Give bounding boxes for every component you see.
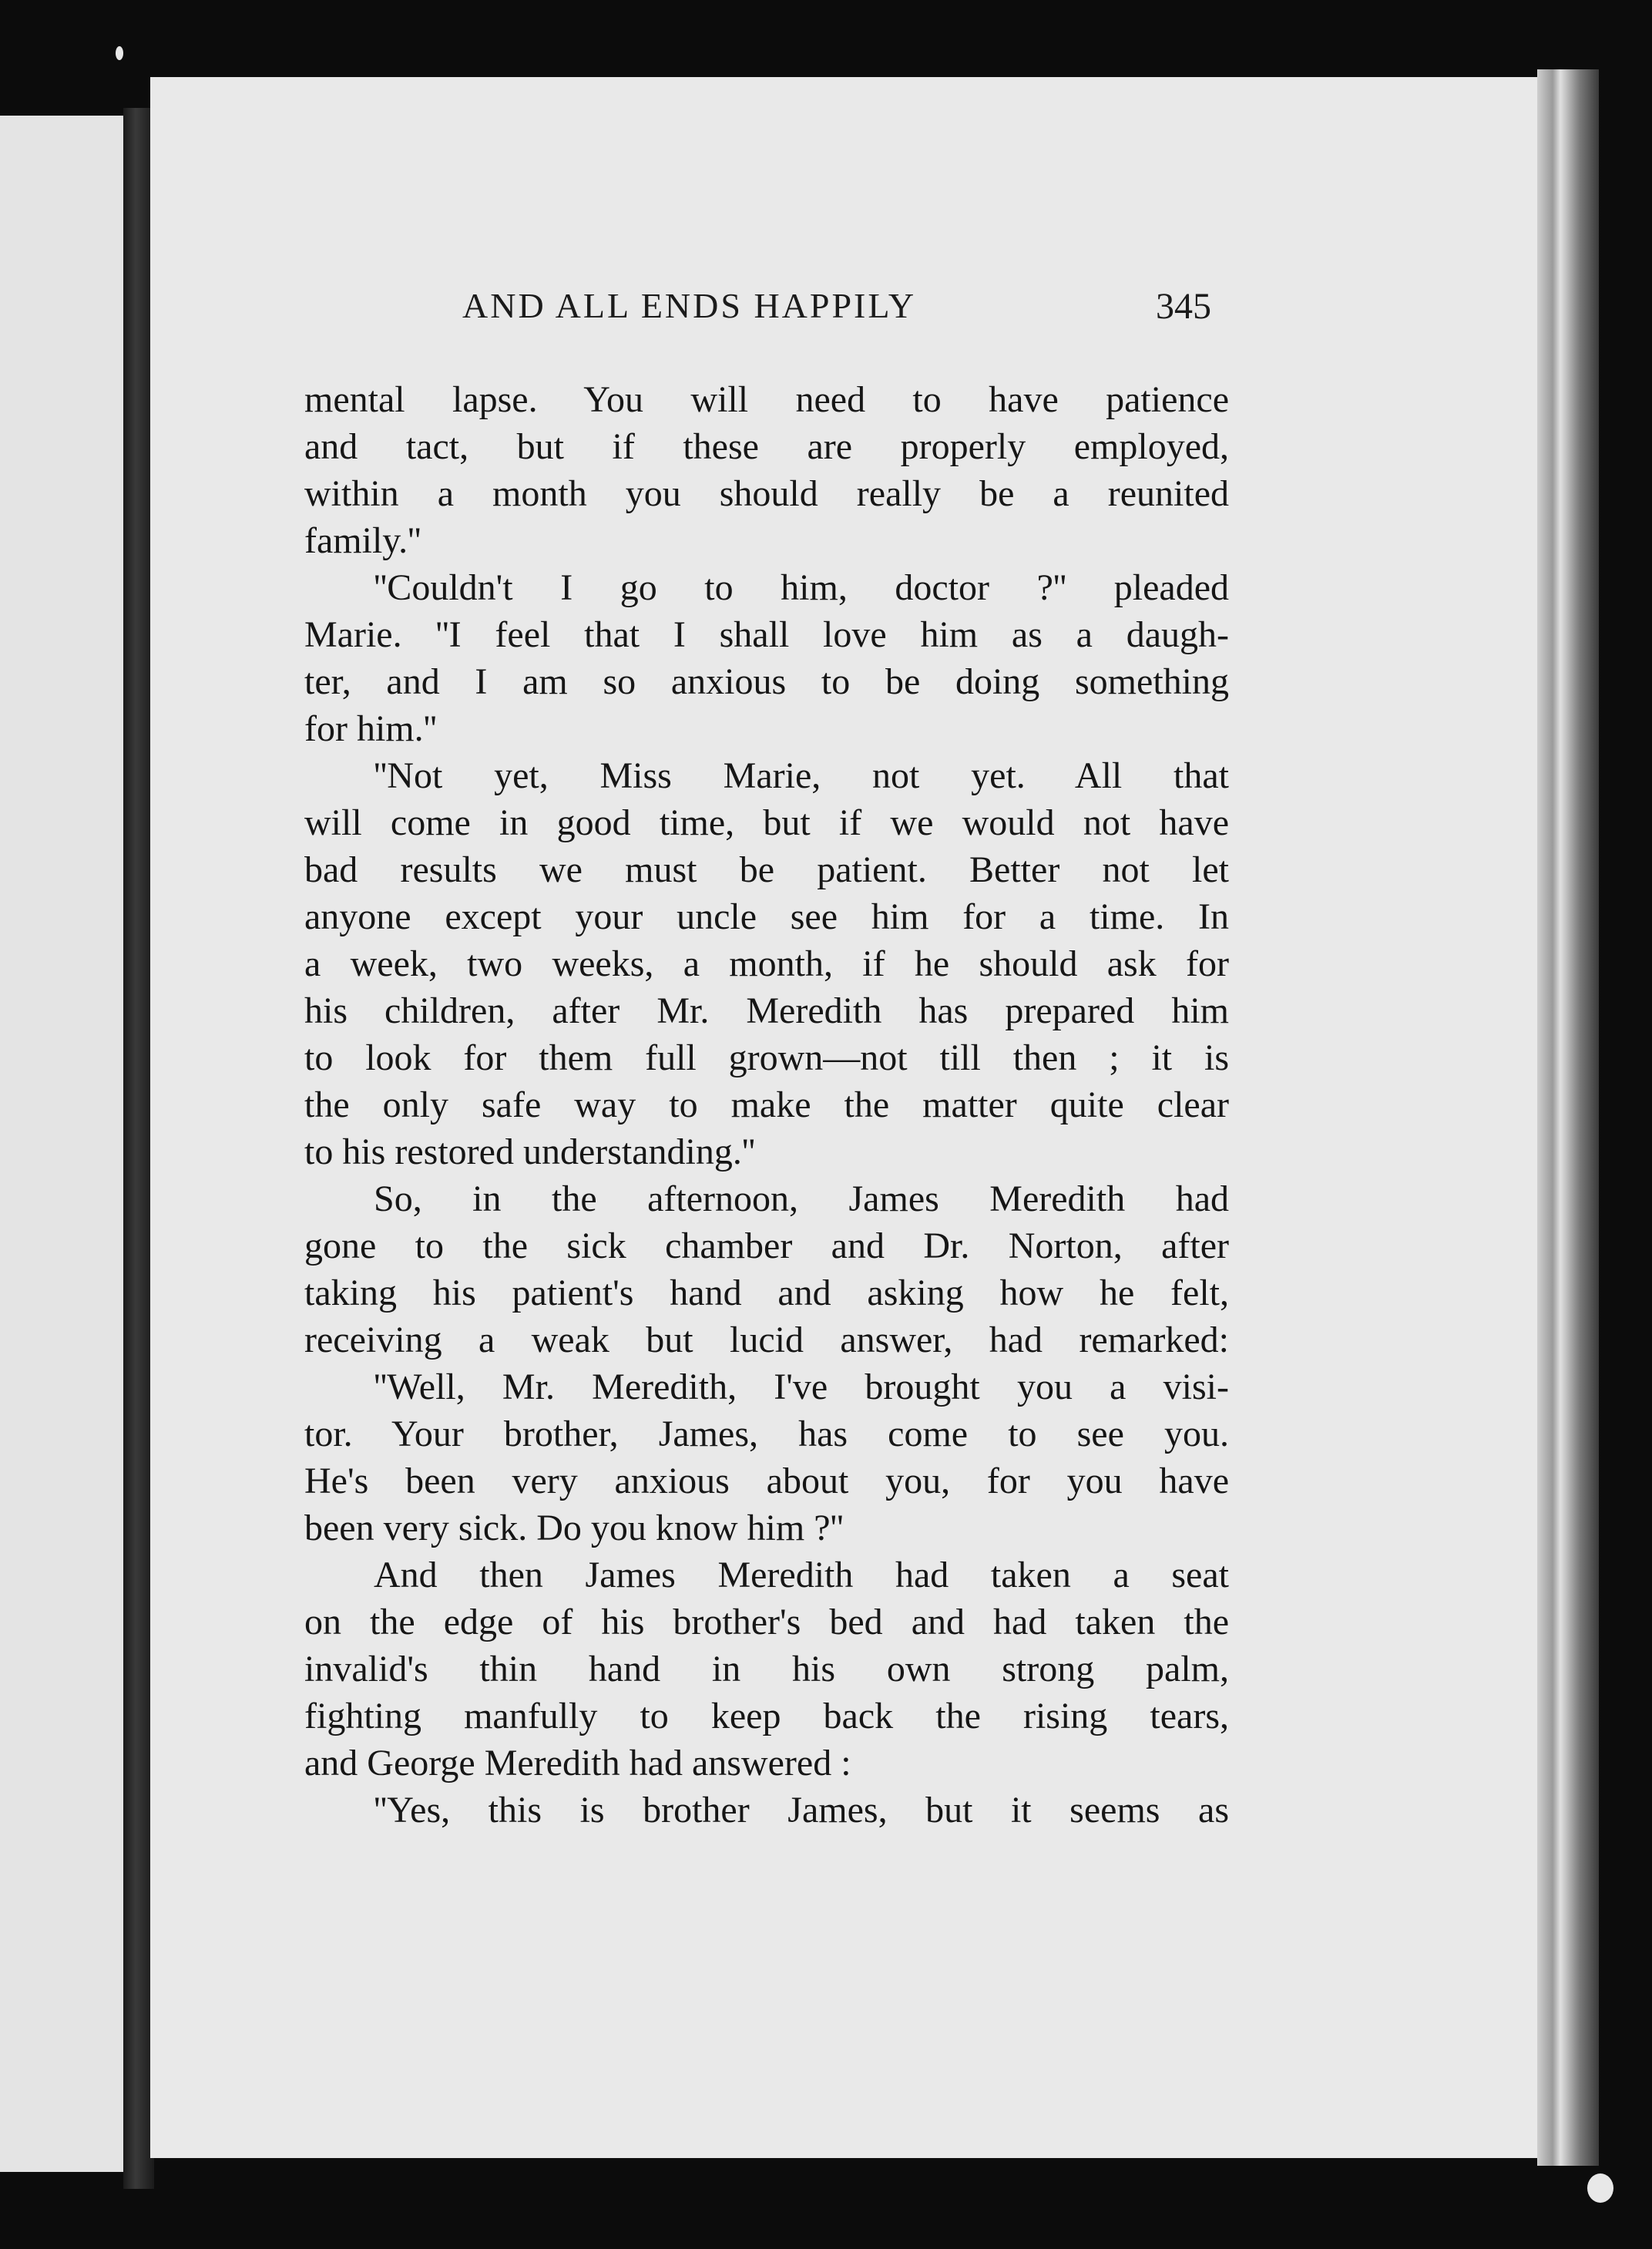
text-line: mental lapse. You will need to have patience [304,379,1229,420]
text-line: a week, two weeks, a month, if he should ask for [304,943,1229,984]
facing-page-edge [0,116,123,2172]
text-line: So, in the afternoon, James Meredith had [374,1178,1229,1219]
text-line: been very sick. Do you know him ?'' [304,1508,844,1548]
text-line: family.'' [304,520,421,561]
text-line: invalid's thin hand in his own strong palm, [304,1649,1229,1689]
text-line: within a month you should really be a reunited [304,473,1229,514]
text-line: and tact, but if these are properly employed, [304,426,1229,467]
scan-speck [1587,2173,1613,2203]
text-line: to his restored understanding.'' [304,1131,756,1172]
text-line: And then James Meredith had taken a seat [374,1555,1229,1595]
text-line: ''Yes, this is brother James, but it seems as [374,1790,1229,1830]
text-line: taking his patient's hand and asking how he felt, [304,1272,1229,1313]
text-line: ter, and I am so anxious to be doing something [304,661,1229,702]
text-line: anyone except your uncle see him for a time. In [304,896,1229,937]
scan-speck [116,46,123,60]
binding-gutter [123,108,154,2189]
text-line: and George Meredith had answered : [304,1743,851,1783]
text-line: He's been very anxious about you, for you have [304,1461,1229,1501]
text-line: ''Not yet, Miss Marie, not yet. All that [374,755,1229,796]
text-line: tor. Your brother, James, has come to see you. [304,1414,1229,1454]
text-line: ''Couldn't I go to him, doctor ?'' pleaded [374,567,1229,608]
text-line: for him.'' [304,708,437,749]
page-number: 345 [1156,286,1211,327]
text-line: bad results we must be patient. Better not let [304,849,1229,890]
text-line: Marie. ''I feel that I shall love him as a daugh- [304,614,1229,655]
text-line: his children, after Mr. Meredith has prepared him [304,990,1229,1031]
text-line: gone to the sick chamber and Dr. Norton, after [304,1225,1229,1266]
text-line: will come in good time, but if we would not have [304,802,1229,843]
running-head: AND ALL ENDS HAPPILY [462,286,917,325]
body-text [304,376,1229,1834]
text-line: to look for them full grown—not till then ; it is [304,1037,1229,1078]
text-line: fighting manfully to keep back the rising tears, [304,1696,1229,1736]
text-line: ''Well, Mr. Meredith, I've brought you a visi- [374,1367,1229,1407]
text-line: receiving a weak but lucid answer, had remarked: [304,1319,1229,1360]
page-stack-edge [1537,69,1599,2166]
text-line: on the edge of his brother's bed and had taken the [304,1602,1229,1642]
text-line: the only safe way to make the matter quite clear [304,1084,1229,1125]
